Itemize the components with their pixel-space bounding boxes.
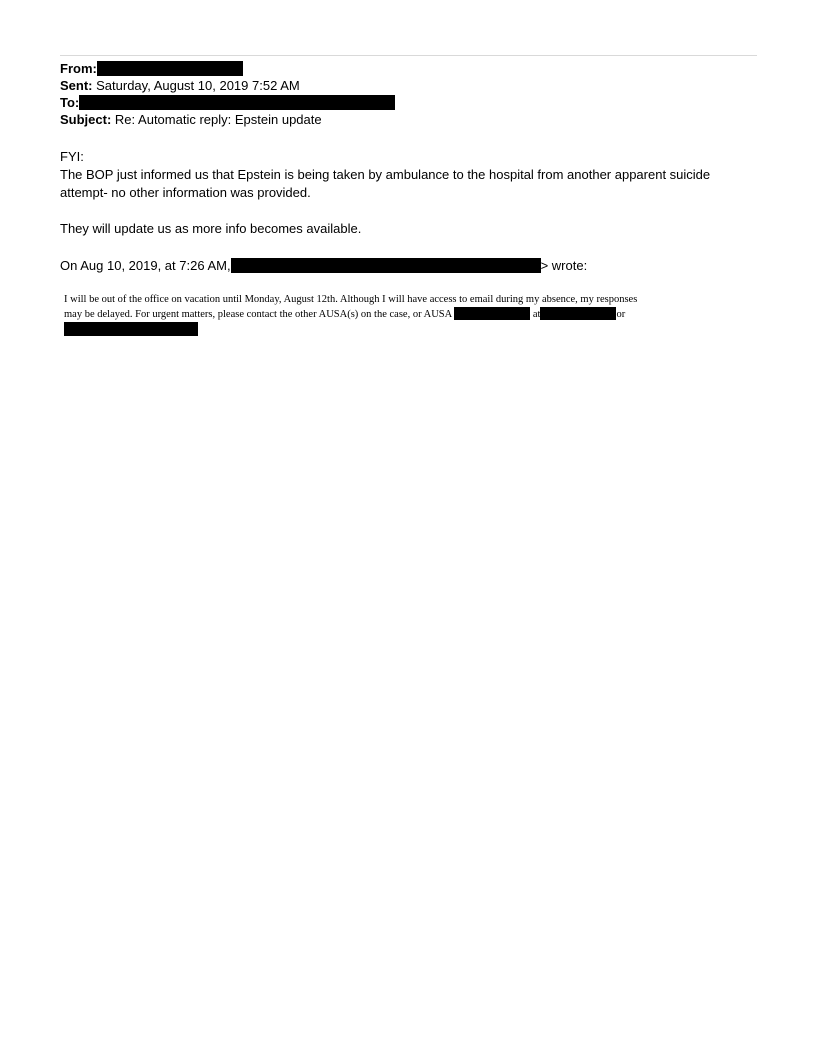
- redaction-block: [454, 307, 530, 320]
- paragraph-1-line-1: The BOP just informed us that Epstein is being taken by ambulance to the hospital from another apparent suicide: [60, 167, 711, 182]
- quote-intro-suffix: > wrote:: [540, 258, 588, 273]
- quoted-reply-line-1: I will be out of the office on vacation until Monday, August 12th. Although I will have access to email during my absence, my responses: [64, 294, 638, 305]
- quoted-reply-line-2-prefix: may be delayed. For urgent matters, please contact the other AUSA(s) on the case, or AUSA: [64, 309, 452, 320]
- paragraph-1-line-2: attempt- no other information was provided.: [60, 185, 311, 200]
- redaction-block: [97, 61, 243, 76]
- header-divider: [60, 55, 757, 56]
- from-line: [60, 60, 243, 77]
- redaction-block: [79, 95, 395, 110]
- quoted-reply-or: or: [616, 309, 626, 320]
- sent-line: [60, 77, 300, 94]
- to-label: To:: [60, 95, 80, 110]
- redaction-block: [540, 307, 616, 320]
- quote-intro: [60, 257, 587, 275]
- greeting: FYI:: [60, 149, 84, 164]
- sent-value: Saturday, August 10, 2019 7:52 AM: [96, 78, 300, 93]
- from-label: From:: [60, 61, 97, 76]
- sent-label: Sent:: [60, 78, 93, 93]
- paragraph-2: They will update us as more info becomes available.: [60, 221, 362, 236]
- subject-line: [60, 111, 322, 128]
- redaction-block: [64, 322, 198, 336]
- quote-intro-prefix: On Aug 10, 2019, at 7:26 AM,: [60, 258, 231, 273]
- quoted-reply-at: at: [532, 309, 541, 320]
- subject-value: Re: Automatic reply: Epstein update: [114, 112, 322, 127]
- redaction-block: [231, 258, 541, 273]
- subject-label: Subject:: [60, 112, 112, 127]
- quoted-reply-line-3: [64, 322, 198, 337]
- quoted-reply-line-2: [64, 307, 625, 321]
- to-line: [60, 94, 395, 111]
